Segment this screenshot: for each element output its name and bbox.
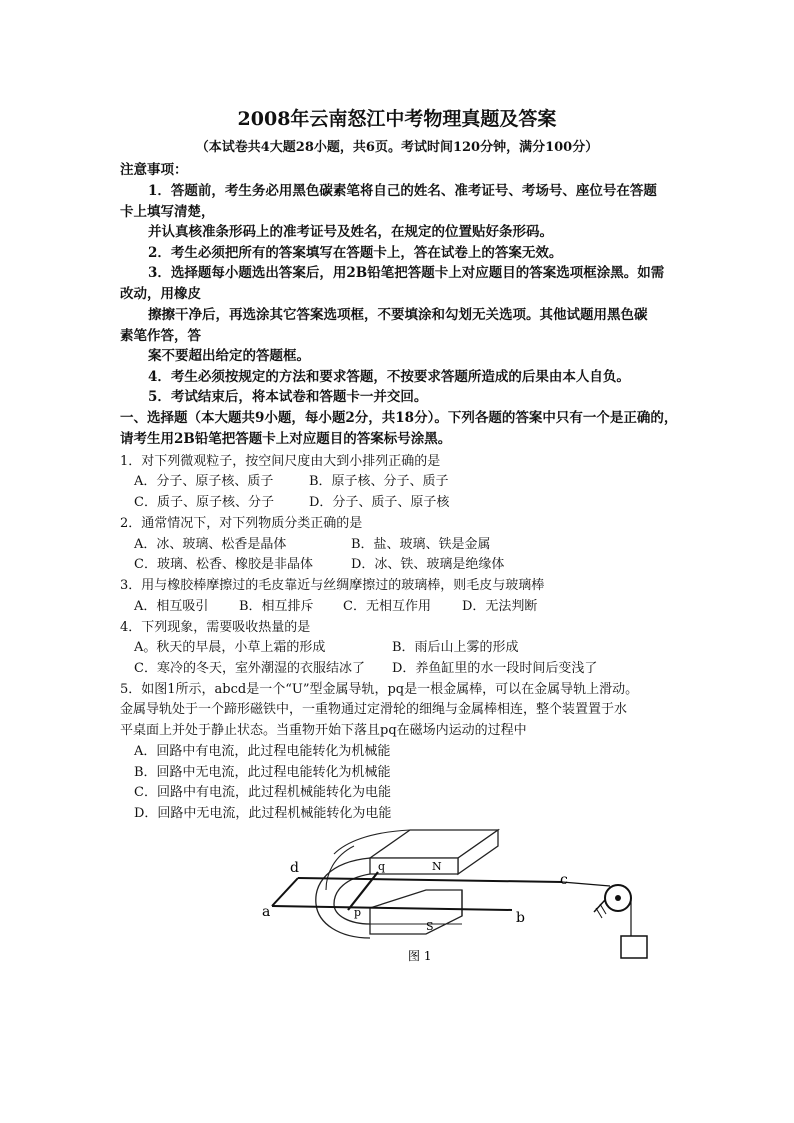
option-d: D．回路中无电流，此过程机械能转化为电能: [134, 806, 392, 821]
notice-heading: 注意事项：: [120, 162, 188, 178]
figure-1: [250, 826, 670, 966]
magnet-bottom-arm: [370, 890, 462, 934]
label-p: p: [354, 906, 362, 919]
rod-pq: [348, 872, 378, 910]
label-n: N: [432, 860, 442, 873]
notice-line: 5．考试结束后，将本试卷和答题卡一并交回。: [148, 389, 428, 405]
notice-line: 1．答题前，考生务必用黑色碳素笔将自己的姓名、准考证号、考场号、座位号在答题: [148, 183, 657, 199]
label-d: d: [290, 860, 299, 876]
option-d: D．无法判断: [462, 599, 538, 614]
weight-block: [621, 936, 647, 958]
option-c: C．玻璃、松香、橡胶是非晶体: [134, 557, 313, 572]
option-d: D．养鱼缸里的水一段时间后变浅了: [392, 661, 598, 676]
label-a: a: [262, 904, 271, 920]
label-c: c: [560, 872, 568, 888]
question-stem: 4．下列现象，需要吸收热量的是: [120, 620, 311, 635]
option-a: A。秋天的早晨，小草上霜的形成: [134, 640, 326, 655]
exam-subtitle: （本试卷共4大题28小题，共6页。考试时间120分钟，满分100分）: [195, 140, 599, 155]
option-d: D．冰、铁、玻璃是绝缘体: [351, 557, 505, 572]
option-c: C．回路中有电流，此过程机械能转化为电能: [134, 785, 391, 800]
question-stem: 5．如图1所示，abcd是一个“U”型金属导轨，pq是一根金属棒，可以在金属导轨上滑动。: [120, 682, 639, 697]
question-stem: 平桌面上并处于静止状态。当重物开始下落且pq在磁场内运动的过程中: [120, 723, 527, 738]
notice-line: 4．考生必须按规定的方法和要求答题，不按要求答题所造成的后果由本人自负。: [148, 369, 630, 385]
option-b: B．雨后山上雾的形成: [392, 640, 519, 655]
question-stem: 2．通常情况下，对下列物质分类正确的是: [120, 516, 363, 531]
section-heading: 一、选择题（本大题共9小题，每小题2分，共18分）。下列各题的答案中只有一个是正确的，: [120, 410, 678, 426]
option-c: C．质子、原子核、分子: [134, 495, 274, 510]
page-title: 2008年云南怒江中考物理真题及答案: [237, 108, 557, 130]
option-d: D．分子、质子、原子核: [309, 495, 450, 510]
question-stem: 3．用与橡胶棒摩擦过的毛皮靠近与丝绸摩擦过的玻璃棒，则毛皮与玻璃棒: [120, 578, 545, 593]
option-b: B．原子核、分子、质子: [309, 474, 449, 489]
rail-dc: [298, 878, 562, 882]
figure-caption: 图 1: [408, 949, 432, 963]
notice-line: 3．选择题每小题选出答案后，用2B铅笔把答题卡上对应题目的答案选项框涂黑。如需: [148, 265, 665, 281]
option-b: B．回路中无电流，此过程电能转化为机械能: [134, 765, 391, 780]
option-c: C．寒冷的冬天，室外潮湿的衣服结冰了: [134, 661, 365, 676]
section-heading: 请考生用2B铅笔把答题卡上对应题目的答案标号涂黑。: [120, 431, 452, 447]
notice-line: 并认真核准条形码上的准考证号及姓名，在规定的位置贴好条形码。: [148, 224, 553, 240]
magnet-bend: [316, 858, 370, 938]
notice-line: 2．考生必须把所有的答案填写在答题卡上，答在试卷上的答案无效。: [148, 245, 563, 261]
notice-line: 案不要超出给定的答题框。: [148, 348, 310, 364]
notice-line: 卡上填写清楚，: [120, 204, 215, 220]
notice-line: 素笔作答，答: [120, 328, 201, 344]
option-a: A．冰、玻璃、松香是晶体: [134, 537, 287, 552]
question-stem: 1．对下列微观粒子，按空间尺度由大到小排列正确的是: [120, 454, 441, 469]
option-b: B．相互排斥: [239, 599, 314, 614]
option-a: A．回路中有电流，此过程电能转化为机械能: [134, 744, 391, 759]
option-a: A．分子、原子核、质子: [134, 474, 274, 489]
label-q: q: [378, 860, 386, 873]
notice-line: 擦擦干净后，再选涂其它答案选项框，不要填涂和勾划无关选项。其他试题用黑色碳: [148, 307, 648, 323]
label-s: S: [426, 920, 434, 933]
label-b: b: [516, 910, 525, 926]
option-b: B．盐、玻璃、铁是金属: [351, 537, 491, 552]
notice-line: 改动，用橡皮: [120, 286, 201, 302]
question-stem: 金属导轨处于一个蹄形磁铁中，一重物通过定滑轮的细绳与金属棒相连，整个装置置于水: [120, 702, 628, 717]
option-c: C．无相互作用: [343, 599, 431, 614]
option-a: A．相互吸引: [134, 599, 209, 614]
